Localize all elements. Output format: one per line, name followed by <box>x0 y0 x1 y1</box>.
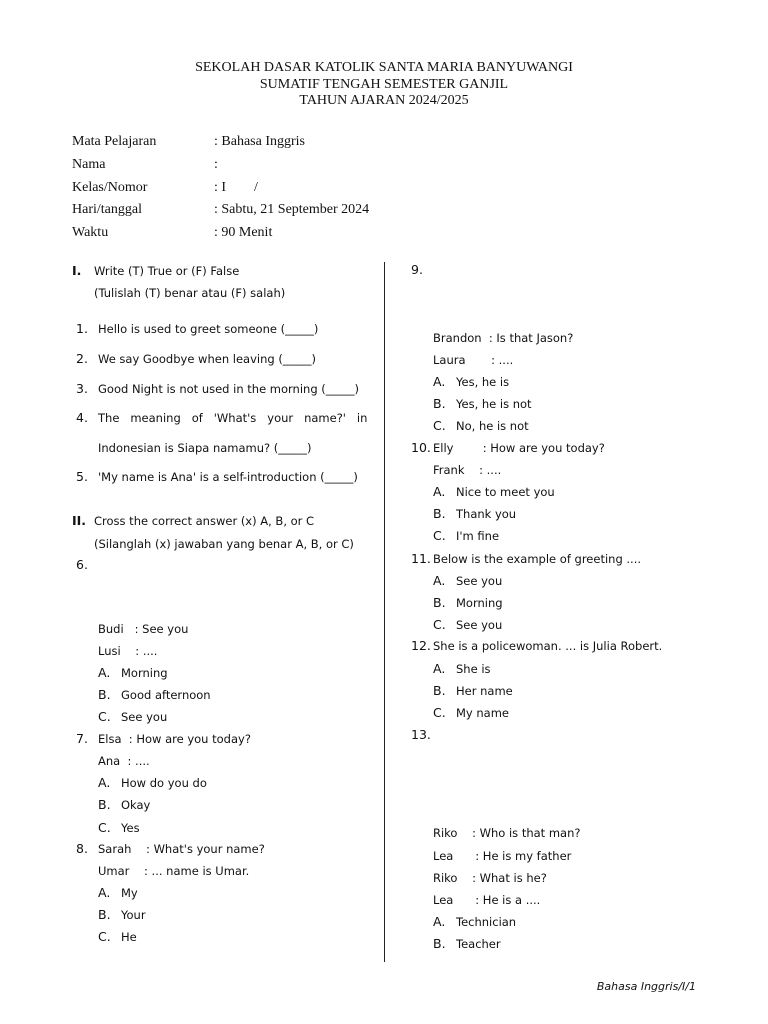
school-name: SEKOLAH DASAR KATOLIK SANTA MARIA BANYUWANGI <box>195 60 573 75</box>
question-7-option-a-letter: A. <box>98 775 111 790</box>
question-13-dialog-3: Riko : What is he? <box>433 871 547 885</box>
question-8-option-c-letter: C. <box>98 929 111 944</box>
question-1-number: 1. <box>76 321 88 336</box>
question-12-option-c: My name <box>456 706 509 720</box>
question-13-option-a: Technician <box>456 915 517 929</box>
question-11-option-b-letter: B. <box>433 595 446 610</box>
question-6-option-c-letter: C. <box>98 709 111 724</box>
question-11-option-c: See you <box>456 618 503 632</box>
section-1-subtitle: (Tulislah (T) benar atau (F) salah) <box>94 286 286 300</box>
section-2-title: Cross the correct answer (x) A, B, or C <box>94 514 315 528</box>
info-label-subject: Mata Pelajaran <box>72 134 157 149</box>
question-7-number: 7. <box>76 731 88 746</box>
question-8-option-a: My <box>121 886 138 900</box>
question-12-text: She is a policewoman. ... is Julia Robert. <box>433 639 663 653</box>
question-9-option-a-letter: A. <box>433 374 446 389</box>
question-9-option-b: Yes, he is not <box>456 397 532 411</box>
question-6-option-a-letter: A. <box>98 665 111 680</box>
info-value-class: : I / <box>214 180 258 195</box>
info-label-date: Hari/tanggal <box>72 202 142 217</box>
question-9-option-b-letter: B. <box>433 396 446 411</box>
question-7-dialog-2: Ana : .... <box>98 754 150 768</box>
question-11-option-a-letter: A. <box>433 573 446 588</box>
question-11-option-b: Morning <box>456 596 503 610</box>
question-8-option-c: He <box>121 930 137 944</box>
academic-year: TAHUN AJARAN 2024/2025 <box>299 93 469 108</box>
question-8-option-b-letter: B. <box>98 907 111 922</box>
question-13-number: 13. <box>411 727 431 742</box>
document-header <box>0 60 768 110</box>
question-9-option-c: No, he is not <box>456 419 529 433</box>
question-4-text: The meaning of 'What's your name?' in <box>98 411 368 425</box>
question-9-dialog-1: Brandon : Is that Jason? <box>433 331 574 345</box>
question-10-option-c-letter: C. <box>433 528 446 543</box>
question-8-dialog-2: Umar : ... name is Umar. <box>98 864 250 878</box>
question-2-text: We say Goodbye when leaving (_____) <box>98 352 317 366</box>
question-8-number: 8. <box>76 841 88 856</box>
question-12-option-a: She is <box>456 662 491 676</box>
question-9-option-c-letter: C. <box>433 418 446 433</box>
info-value-time: : 90 Menit <box>214 225 273 240</box>
question-6-dialog-2: Lusi : .... <box>98 644 158 658</box>
question-10-option-c: I'm fine <box>456 529 500 543</box>
question-13-option-a-letter: A. <box>433 914 446 929</box>
question-6-number: 6. <box>76 557 88 572</box>
question-7-option-c-letter: C. <box>98 820 111 835</box>
question-13-dialog-2: Lea : He is my father <box>433 849 572 863</box>
section-2-number: II. <box>72 513 87 528</box>
question-5-number: 5. <box>76 469 88 484</box>
question-10-option-a-letter: A. <box>433 484 446 499</box>
question-4-number: 4. <box>76 410 88 425</box>
question-11-number: 11. <box>411 551 431 566</box>
question-8-option-a-letter: A. <box>98 885 111 900</box>
question-4-text-cont: Indonesian is Siapa namamu? (_____) <box>98 441 312 455</box>
section-1-number: I. <box>72 263 82 278</box>
question-10-option-b-letter: B. <box>433 506 446 521</box>
question-7-option-b-letter: B. <box>98 797 111 812</box>
question-6-dialog-1: Budi : See you <box>98 622 189 636</box>
question-6-option-b-letter: B. <box>98 687 111 702</box>
question-10-dialog-2: Frank : .... <box>433 463 502 477</box>
question-7-dialog-1: Elsa : How are you today? <box>98 732 251 746</box>
section-1-title: Write (T) True or (F) False <box>94 264 240 278</box>
question-12-option-c-letter: C. <box>433 705 446 720</box>
question-9-number: 9. <box>411 262 423 277</box>
question-13-dialog-4: Lea : He is a .... <box>433 893 541 907</box>
question-2-number: 2. <box>76 351 88 366</box>
question-12-number: 12. <box>411 638 431 653</box>
question-7-option-a: How do you do <box>121 776 207 790</box>
question-6-option-b: Good afternoon <box>121 688 211 702</box>
question-8-option-b: Your <box>121 908 146 922</box>
question-12-option-a-letter: A. <box>433 661 446 676</box>
info-label-time: Waktu <box>72 225 109 240</box>
question-9-dialog-2: Laura : .... <box>433 353 514 367</box>
question-5-text: 'My name is Ana' is a self-introduction (_____) <box>98 470 358 484</box>
question-10-option-a: Nice to meet you <box>456 485 555 499</box>
info-value-name: : <box>214 157 218 172</box>
info-value-subject: : Bahasa Inggris <box>214 134 305 149</box>
question-7-option-c: Yes <box>121 821 140 835</box>
question-10-dialog-1: Elly : How are you today? <box>433 441 605 455</box>
question-7-option-b: Okay <box>121 798 151 812</box>
page-footer: Bahasa Inggris/I/1 <box>596 980 696 993</box>
question-6-option-a: Morning <box>121 666 168 680</box>
question-9-option-a: Yes, he is <box>456 375 510 389</box>
info-label-class: Kelas/Nomor <box>72 180 148 195</box>
question-10-option-b: Thank you <box>456 507 517 521</box>
question-13-option-b: Teacher <box>456 937 501 951</box>
exam-title: SUMATIF TENGAH SEMESTER GANJIL <box>259 76 509 92</box>
question-10-number: 10. <box>411 440 431 455</box>
section-2-subtitle: (Silanglah (x) jawaban yang benar A, B, or C) <box>94 537 354 551</box>
info-value-date: : Sabtu, 21 September 2024 <box>214 202 370 217</box>
column-divider <box>384 262 385 962</box>
question-11-text: Below is the example of greeting .... <box>433 552 642 566</box>
question-3-number: 3. <box>76 381 88 396</box>
question-6-option-c: See you <box>121 710 168 724</box>
question-13-option-b-letter: B. <box>433 936 446 951</box>
question-11-option-a: See you <box>456 574 503 588</box>
question-3-text: Good Night is not used in the morning (_____) <box>98 382 360 396</box>
question-13-dialog-1: Riko : Who is that man? <box>433 826 581 840</box>
info-label-name: Nama <box>72 157 106 172</box>
question-8-dialog-1: Sarah : What's your name? <box>98 842 265 856</box>
question-1-text: Hello is used to greet someone (_____) <box>98 322 319 336</box>
question-12-option-b: Her name <box>456 684 513 698</box>
question-11-option-c-letter: C. <box>433 617 446 632</box>
question-12-option-b-letter: B. <box>433 683 446 698</box>
